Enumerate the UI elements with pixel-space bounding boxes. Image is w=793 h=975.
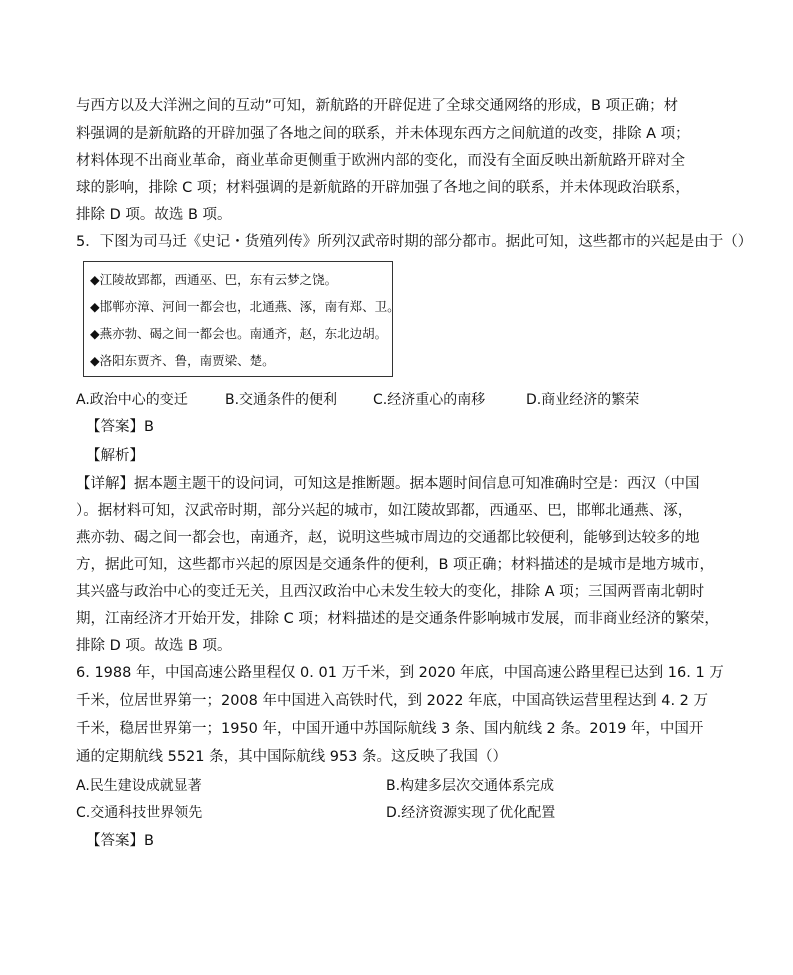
text-line: 千米，位居世界第一；2008 年中国进入高铁时代，到 2022 年底，中国高铁运营里程达到 4. 2 万: [76, 693, 709, 709]
source-quote-box: [83, 261, 400, 377]
text-line: 其兴盛与政治中心的变迁无关，且西汉政治中心未发生较大的变化，排除 A 项；三国两晋南北朝时: [76, 584, 705, 600]
text-line: 6. 1988 年，中国高速公路里程仅 0. 01 万千米，到 2020 年底，中国高速公路里程已达到 16. 1 万: [76, 665, 724, 681]
option-b: B.构建多层次交通体系完成: [386, 778, 555, 794]
text-line: 千米，稳居世界第一；1950 年，中国开通中苏国际航线 3 条、国内航线 2 条。2019 年，中国开: [76, 721, 704, 737]
option-a: A.民生建设成就显著: [76, 778, 202, 794]
answer-label: 【答案】B: [86, 419, 154, 435]
quote-item: ◆邯郸亦漳、河间一都会也，北通燕、涿，南有郑、卫。: [90, 299, 400, 314]
option-c: C.经济重心的南移: [373, 392, 486, 408]
option-d: D.经济资源实现了优化配置: [386, 805, 556, 821]
option-b: B.交通条件的便利: [225, 392, 338, 408]
text-line: 通的定期航线 5521 条，其中国际航线 953 条。这反映了我国（）: [76, 749, 508, 765]
answer-label: 【答案】B: [86, 833, 154, 849]
analysis-label: 【解析】: [86, 448, 144, 464]
question-5-stem: 5．下图为司马迁《史记・货殖列传》所列汉武帝时期的部分都市。据此可知，这些都市的兴起是由于（）: [76, 234, 753, 250]
quote-item: ◆洛阳东贾齐、鲁，南贾梁、楚。: [90, 353, 275, 368]
quote-item: ◆江陵故郢都，西通巫、巴，东有云梦之饶。: [90, 272, 338, 287]
text-line: 燕亦勃、碣之间一都会也，南通齐，赵，说明这些城市周边的交通都比较便利，能够到达较多的地: [76, 530, 700, 546]
text-line: 期，江南经济才开始开发，排除 C 项；材料描述的是交通条件影响城市发展，而非商业经济的繁荣，: [76, 611, 719, 627]
text-line: 方，据此可知，这些都市兴起的原因是交通条件的便利，B 项正确；材料描述的是城市是地方城市，: [76, 557, 715, 573]
text-line: 排除 D 项。故选 B 项。: [76, 638, 232, 654]
text-line: ）。据材料可知，汉武帝时期，部分兴起的城市，如江陵故郢都，西通巫、巴，邯郸北通燕、涿，: [76, 503, 693, 519]
text-line: 与西方以及大洋洲之间的互动”可知，新航路的开辟促进了全球交通网络的形成，B 项正确；材: [76, 98, 679, 114]
quote-item: ◆燕亦勃、碣之间一都会也。南通齐，赵，东北边胡。: [90, 326, 388, 341]
text-line: 材料体现不出商业革命，商业革命更侧重于欧洲内部的变化，而没有全面反映出新航路开辟对全: [76, 153, 685, 169]
option-d: D.商业经济的繁荣: [526, 392, 640, 408]
text-line: 料强调的是新航路的开辟加强了各地之间的联系，并未体现东西方之间航道的改变，排除 A 项；: [76, 126, 690, 142]
text-line: 排除 D 项。故选 B 项。: [76, 207, 232, 223]
text-line: 球的影响，排除 C 项；材料强调的是新航路的开辟加强了各地之间的联系，并未体现政治联系，: [76, 180, 690, 196]
text-line: 【详解】据本题主题干的设问词，可知这是推断题。据本题时间信息可知准确时空是：西汉（中国: [76, 476, 700, 492]
option-a: A.政治中心的变迁: [76, 392, 188, 408]
option-c: C.交通科技世界领先: [76, 805, 203, 821]
